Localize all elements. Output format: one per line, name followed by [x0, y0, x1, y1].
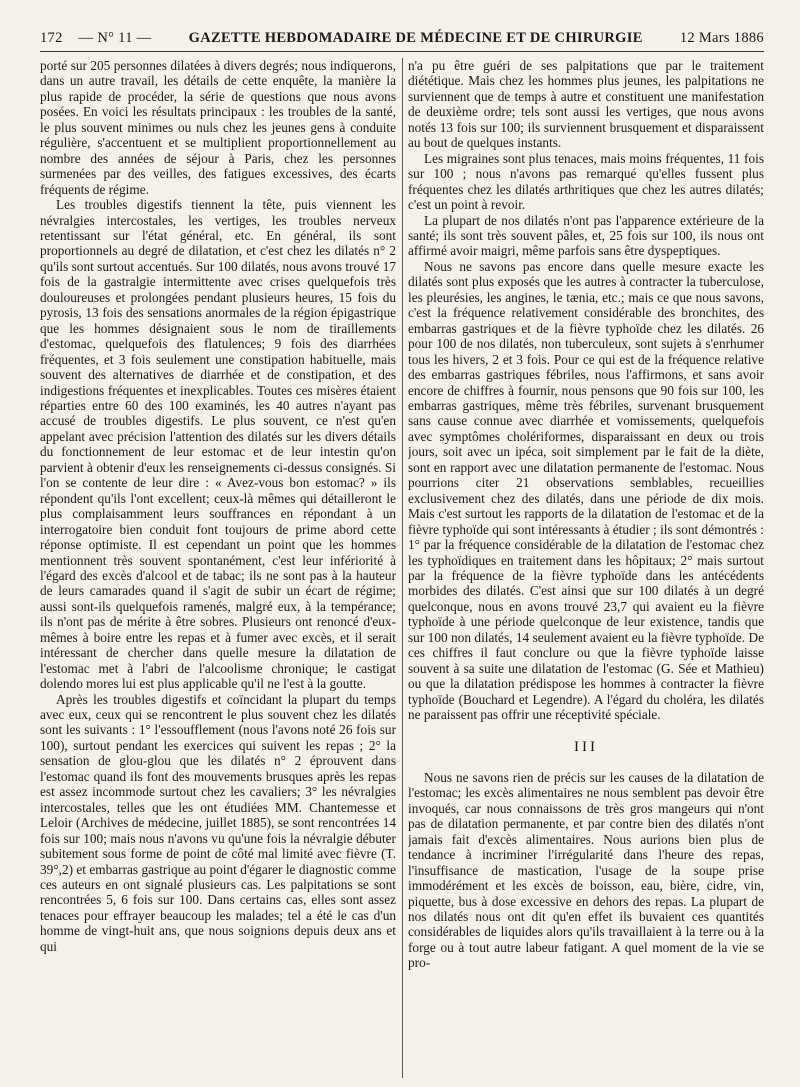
right-paragraph-1: n'a pu être guéri de ses palpitations que par le traitement diététique. Mais chez les hommes plus jeunes, les palpitations ne surviennent que de temps à autre et constituent une manifestation de deuxième ordre; tels sont aussi les vertiges, que nous avons notés 13 fois sur 100; ils surviennent brusquement et disparaissent au bout de quelques instants.	[408, 58, 764, 151]
right-paragraph-2: Les migraines sont plus tenaces, mais moins fréquentes, 11 fois sur 100 ; nous n'avons pas remarqué qu'elles fussent plus fréquentes chez les dilatés arthritiques que chez les autres dilatés; c'est un point à revoir.	[408, 150, 764, 213]
journal-title: GAZETTE HEBDOMADAIRE DE MÉDECINE ET DE CHIRURGIE	[188, 30, 643, 46]
left-paragraph-2: Les troubles digestifs tiennent la tête, puis viennent les névralgies intercostales, les vertiges, les troubles nerveux retentissant sur l'état général, etc. En général, ils sont proportionnels au degré de dilatation, et c'est chez les dilatés n° 2 qu'ils sont surtout accentués. Sur 100 dilatés, nous avons trouvé 17 fois de la gastralgie intermittente avec crises quelquefois très douloureuses et prolongées pendant plusieurs heures, 15 fois du pyrosis, 13 fois des sensations anormales de la région épigastrique que les hommes désignaient sous le nom de tiraillements d'estomac, quelquefois des flatulences; 9 fois des diarrhées fréquentes, et 3 fois seulement une constipation habituelle, mais souvent des alternatives de diarrhée et de constipation, et des indigestions fréquentes et inexplicables. Toutes ces misères étaient réparties entre 60 des 100 examinés, les 40 autres n'ayant pas accusé de troubles digestifs. Le plus souvent, ce n'est qu'en appelant avec précision l'attention des dilatés sur les divers détails du fonctionnement de leur estomac et de leur intestin qu'on parvient à obtenir d'eux les renseignements ci-dessus consignés. Si l'on se contente de leur dire : « Avez-vous bon estomac? » ils répondent qu'ils l'ont excellent; ceux-là mêmes qui détailleront le plus complaisamment leurs souffrances en répondant à un interrogatoire bien conduit font toujours de prime abord cette réponse optimiste. Il est cependant un point que les hommes mentionnent très souvent spontanément, c'est leur infériorité à l'égard des excès d'alcool et de tabac; ils ne sont pas à la hauteur de leurs camarades quand il s'agit de subir un écart de régime; aussi sont-ils quelquefois ramenés, malgré eux, à la tempérance; ils n'ont pas de mérite à être sobres. Plusieurs ont renoncé d'eux-mêmes à boire entre les repas et à fumer avec excès, et il serait intéressant de chercher dans quelle mesure la dilatation de l'estomac met à l'abri de l'alcoolisme chronique; le castigat dolendo mores lui est plus applicable qu'il ne l'est à la goutte.	[40, 197, 396, 692]
text-columns	[40, 58, 764, 1078]
left-paragraph-3: Après les troubles digestifs et coïncidant la plupart du temps avec eux, ceux qui se rencontrent le plus souvent chez les dilatés sont les suivants : 1° l'essoufflement (nous l'avons noté 26 fois sur 100), surtout pendant les exercices qui suivent les repas ; 2° la sensation de glou-glou que les dilatés n° 2 éprouvent dans l'estomac quand ils font des mouvements brusques après les repas est assez incommode surtout chez les cavaliers; 3° les névralgies intercostales, telles que les ont étudiées MM. Chantemesse et Leloir (Archives de médecine, juillet 1885), se sont rencontrées 14 fois sur 100; mais nous n'avons vu qu'une fois la névralgie débuter subitement sous forme de point de côté mal limité avec fièvre (T. 39°,2) et embarras gastrique au point d'égarer le diagnostic comme ces auteurs en ont signalé plusieurs cas. Les palpitations se sont rencontrées 5, 6 fois sur 100. Dans certains cas, elles sont assez tenaces pour effrayer beaucoup les malades; tel a été le cas d'un homme de vingt-huit ans, que nous soignions depuis deux ans et qui	[40, 691, 396, 954]
issue-number: — N° 11 —	[78, 30, 152, 46]
page-header	[40, 30, 764, 52]
page-number: 172	[40, 30, 63, 46]
left-paragraph-1: porté sur 205 personnes dilatées à divers degrés; nous indiquerons, dans un autre travail, les détails de cette enquête, la manière la plus rapide de procéder, la série de questions que nous avons posées. En voici les résultats principaux : les troubles de la santé, le plus souvent minimes ou nuls chez les jeunes gens à conduite régulière, s'accentuent et se multiplient proportionnellement au nombre des années de séjour à Paris, chez les personnes surmenées par des veilles, des fatigues excessives, des écarts fréquents de régime.	[40, 58, 396, 197]
right-column	[408, 58, 764, 1078]
right-paragraph-3: La plupart de nos dilatés n'ont pas l'apparence extérieure de la santé; ils sont très souvent pâles, et, 25 fois sur 100, ils nous ont affirmé avoir maigri, même parfois sans être dyspeptiques.	[408, 212, 764, 259]
right-paragraph-5: Nous ne savons rien de précis sur les causes de la dilatation de l'estomac; les excès alimentaires ne nous semblent pas devoir être invoqués, car nous connaissons de très gros mangeurs qui n'ont pas de dilatation permanente, et par contre bien des dilatés n'ont jamais fait d'excès alimentaires. Nous aurions bien plus de tendance à incriminer l'irrégularité dans l'heure des repas, l'insuffisance de mastication, l'usage de la soupe prise immodérément et les excès de boisson, eau, bière, cidre, vin, piquette, bus à dose excessive en dehors des repas. La plupart de nos dilatés nous ont dit qu'en effet ils buvaient ces quantités considérables de liquides alors qu'ils travaillaient à la terre ou à la forge ou à tout autre labeur fatigant. A quel moment de la vie se pro-	[408, 769, 764, 971]
issue-date: 12 Mars 1886	[679, 30, 764, 46]
right-paragraph-4: Nous ne savons pas encore dans quelle mesure exacte les dilatés sont plus exposés que les autres à contracter la tuberculose, les pleurésies, les angines, le tænia, etc.; mais ce que nous savons, c'est la fréquence relativement considérable des bronchites, des embarras gastriques et de la fièvre typhoïde chez les dilatés. 26 pour 100 de nos dilatés, non tuberculeux, sont sujets à s'enrhumer tous les hivers, 2 et 3 fois. Pour ce qui est de la fréquence relative des embarras gastriques fébriles, nous l'affirmons, et sans avoir encore de chiffres à fournir, nous pensons que 90 fois sur 100, les embarras gastriques, même très fébriles, survenant brusquement sans cause connue avec diarrhée et vomissements, quelquefois avec symptômes cholériformes, disparaissant en deux ou trois jours, soit avec un ipéca, soit simplement par le fait de la diète, sont en rapport avec une dilatation permanente de l'estomac. Nous pourrions citer 21 observations semblables, recueillies exclusivement chez des dilatés, dans une période de dix mois. Mais c'est surtout les rapports de la dilatation de l'estomac et de la fièvre typhoïde qui sont intéressants à étudier ; ils sont démontrés : 1° par la fréquence considérable de la dilatation de l'estomac chez les typhoïdiques en traitement dans les hôpitaux; 2° mais surtout par la fréquence de la fièvre typhoïde dans les antécédents morbides des dilatés. C'est ainsi que sur 100 dilatés à un degré quelconque, nous en avons trouvé 23,7 qui avaient eu la fièvre typhoïde à une période quelconque de leur existence, tandis que sur 100 non dilatés, 14 seulement avaient eu la fièvre typhoïde. De ces chiffres il faut conclure ou que la fièvre typhoïde laisse souvent à sa suite une dilatation de l'estomac (G. Sée et Mathieu) ou que la dilatation prédispose les hommes à contracter la fièvre typhoïde (Bouchard et Legendre). A l'égard du choléra, les dilatés ne paraissent pas offrir une réceptivité spéciale.	[408, 258, 764, 723]
column-divider	[402, 58, 403, 1078]
section-heading: III	[574, 739, 598, 756]
header-left	[40, 30, 151, 47]
left-column	[40, 58, 396, 1078]
